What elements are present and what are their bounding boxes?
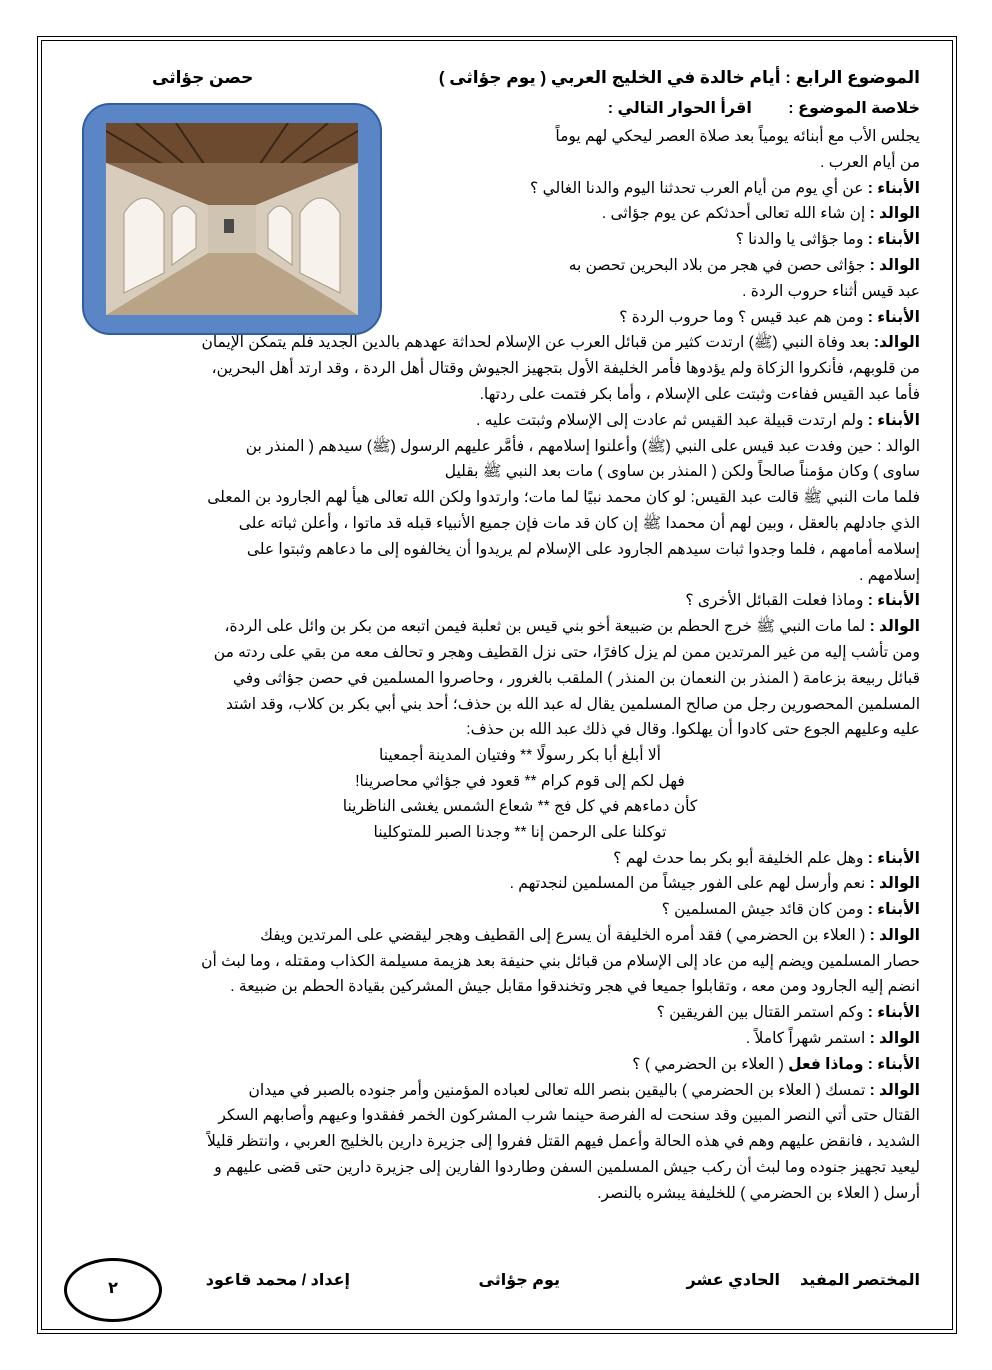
dialogue-line: [60, 1026, 920, 1052]
line-text: عن أي يوم من أيام العرب تحدثنا اليوم والدنا الغالي ؟: [530, 179, 864, 197]
line-text: نعم وأرسل لهم على الفور جيشاً من المسلمين لنجدتهم .: [509, 875, 866, 893]
dialogue-line: [60, 330, 920, 356]
summary-label: خلاصة الموضوع :: [788, 100, 920, 117]
dialogue-part-1: [60, 124, 920, 743]
line-text: القتال حتى أتي النصر المبين وقد سنحت له الفرصة حينما شرب المشركون الخمر ففقدوا وعيهم وأصابهم السكر: [218, 1107, 920, 1125]
dialogue-line: [60, 1155, 920, 1181]
dialogue-line: [60, 1129, 920, 1155]
poem-verse: كأن دماءهم في كل فج ** شعاع الشمس يغشى الناظرينا: [342, 798, 698, 816]
dialogue-line: [60, 1103, 920, 1129]
speaker-label: الأبناء :: [867, 179, 920, 197]
dialogue-line: [60, 1052, 920, 1078]
line-text: انضم إليه الجارود ومن معه ، وتقابلوا جميعا في هجر وتخندقوا مقابل جيش المشركين بقيادة الحطم بن ضبيعة .: [230, 978, 920, 996]
footer-grade: الحادي عشر: [686, 1272, 780, 1289]
line-text: ومن تأشب إليه من غير المرتدين ممن لم يزل كافرًا، حتى نزل القطيف وهجر و تحالف معه من بقي على ردته من: [213, 643, 920, 661]
speaker-label: الوالد :: [869, 1081, 920, 1099]
dialogue-line: [60, 897, 920, 923]
line-text: يجلس الأب مع أبنائه يومياً بعد صلاة العصر ليحكي لهم يوماً: [555, 128, 920, 145]
speaker-label: الوالد :: [869, 1030, 920, 1048]
line-text: من أيام العرب .: [820, 153, 920, 171]
line-text: بعد وفاة النبي (ﷺ) ارتدت كثير من قبائل العرب عن الإسلام لحداثة عهدهم بالدين الجديد فلم يتمكن الإيمان: [201, 334, 870, 352]
speaker-label: الأبناء : وماذا فعل: [788, 1055, 920, 1073]
line-text: فلما مات النبي ﷺ قالت عبد القيس: لو كان محمد نبيًا لما مات؛ وارتدوا ولكن الله تعالى هيأ لهم الجارود بن المعلى: [207, 489, 920, 507]
line-text: جؤاثى حصن في هجر من بلاد البحرين تحصن به: [568, 256, 866, 274]
dialogue-part-2: [60, 846, 920, 1207]
speaker-label: الوالد:: [873, 334, 920, 352]
dialogue-line: [60, 640, 920, 666]
poem-verse: فهل لكم إلى قوم كرام ** قعود في جؤاثي محاصرينا!: [355, 772, 685, 790]
speaker-label: الأبناء :: [867, 849, 920, 867]
line-text: إن شاء الله تعالى أحدثكم عن يوم جؤاثى .: [601, 205, 866, 223]
line-text: وما جؤاثى يا والدنا ؟: [735, 231, 864, 249]
dialogue-line: [60, 356, 920, 382]
line-text: ( العلاء بن الحضرمي ) ؟: [632, 1055, 784, 1073]
speaker-label: الوالد :: [869, 875, 920, 893]
line-text: فأما عبد القيس ففاءت وثبتت على الإسلام ، وأما بكر فتمت على ردتها.: [479, 385, 920, 403]
line-text: قبائل ربيعة بزعامة ( المنذر بن النعمان بن المنذر ) الملقب بالغرور ، وحاصروا المسلمين في حصن جؤاثى وفي: [232, 669, 920, 687]
speaker-label: الأبناء :: [867, 411, 920, 429]
line-text: ومن كان قائد جيش المسلمين ؟: [661, 901, 864, 919]
dialogue-line: [60, 408, 920, 434]
dialogue-line: [60, 1078, 920, 1104]
footer-topic: يوم جؤاثى: [478, 1272, 560, 1289]
line-text: ليعيد تجهيز جنوده وما لبث أن ركب جيش المسلمين السفن وطاردوا الفارين إلى جزيرة دارين حتى قضى عليهم و: [214, 1159, 920, 1177]
line-text: حصار المسلمين ويضم إليه من عاد إلى الإسلام من قبائل بني حنيفة بعد هزيمة مسيلمة الكذاب ومقتله ، وما لبث أن: [201, 952, 920, 970]
footer-author: إعداد / محمد قاعود: [205, 1272, 350, 1289]
dialogue-line: [60, 846, 920, 872]
dialogue-line: [60, 1000, 920, 1026]
instruction-text: اقرأ الحوار التالي :: [607, 100, 752, 117]
dialogue-line: [60, 614, 920, 640]
line-text: المسلمين المحصورين رجل من صالح المسلمين يقال له عبد الله بن حذف؛ أحد بني أبي بكر بن كلاب، وقد اشتد: [225, 695, 920, 713]
speaker-label: الأبناء :: [867, 231, 920, 249]
lesson-title: الموضوع الرابع : أيام خالدة في الخليج العربي ( يوم جؤاثى ): [438, 68, 920, 87]
dialogue-line: [60, 974, 920, 1000]
dialogue-line: [60, 382, 920, 408]
dialogue-line: [60, 923, 920, 949]
dialogue-line: [60, 666, 920, 692]
footer-book: المختصر المفيد: [800, 1272, 920, 1289]
dialogue-line: [420, 150, 920, 176]
line-text: ( العلاء بن الحضرمي ) فقد أمره الخليفة أن يسرع إلى القطيف وهجر ليقضي على المرتدين ويفك: [260, 926, 866, 944]
line-text: الوالد : حين وفدت عبد قيس على النبي (ﷺ) وأعلنوا إسلامهم ، فأمَّر عليهم الرسول (ﷺ) سيدهم ( المنذر بن: [245, 437, 920, 455]
speaker-label: الأبناء :: [867, 308, 920, 326]
dialogue-line: [420, 201, 920, 227]
dialogue-line: [420, 305, 920, 331]
speaker-label: الأبناء :: [867, 901, 920, 919]
line-text: عليه وعليهم الجوع حتى كادوا أن يهلكوا. وقال في ذلك عبد الله بن حذف:: [466, 721, 920, 739]
line-text: ولم ارتدت قبيلة عبد القيس ثم عادت إلى الإسلام وثبتت عليه .: [476, 411, 864, 429]
dialogue-line: [420, 176, 920, 202]
line-text: إسلامهم .: [859, 566, 920, 584]
dialogue-line: [60, 563, 920, 589]
poem-verse: ألا أبلغ أبا بكر رسولًا ** وفتيان المدينة أجمعينا: [379, 747, 661, 765]
line-text: وهل علم الخليفة أبو بكر بما حدث لهم ؟: [613, 849, 864, 867]
poem: [60, 743, 920, 845]
page-number: ٢: [64, 1258, 162, 1322]
image-caption: حصن جؤاثى: [152, 68, 254, 87]
line-text: وماذا فعلت القبائل الأخرى ؟: [685, 592, 864, 610]
dialogue-line: [60, 588, 920, 614]
line-text: الذي جادلهم بالعقل ، وبين لهم أن محمدا ﷺ إن كان قد مات فإن جميع الأنبياء قبله قد ماتوا ، وأعلن ثباته على: [238, 514, 920, 532]
dialogue-line: [60, 485, 920, 511]
dialogue-line: [60, 871, 920, 897]
line-text: الشديد ، فانقض عليهم وهم في هذه الحالة وأعمل فيهم القتل ففروا إلى جزيرة دارين بالخليج العربي ، وانتظر قليلاً: [206, 1133, 920, 1151]
poem-verse: توكلنا على الرحمن إنا ** وجدنا الصبر للمتوكلينا: [373, 823, 667, 841]
line-text: استمر شهراً كاملاً .: [745, 1030, 866, 1048]
line-text: تمسك ( العلاء بن الحضرمي ) باليقين بنصر الله تعالى لعباده المؤمنين وأمر جنوده بالصبر في ميدان: [248, 1081, 866, 1099]
worksheet-page: [60, 58, 920, 1308]
summary-line: [576, 98, 920, 118]
dialogue-line: [60, 692, 920, 718]
line-text: ومن هم عبد قيس ؟ وما حروب الردة ؟: [619, 308, 864, 326]
line-text: لما مات النبي ﷺ خرج الحطم بن ضبيعة أخو بني قيس بن ثعلبة فيمن اتبعه من بكر بن وائل على الردة،: [224, 618, 866, 636]
speaker-label: الوالد :: [869, 205, 920, 223]
line-text: ساوى ) وكان مؤمناً صالحاً ولكن ( المنذر بن ساوى ) مات بعد النبي ﷺ بقليل: [444, 463, 920, 481]
dialogue-line: [420, 124, 920, 150]
dialogue-line: [420, 227, 920, 253]
line-text: أرسل ( العلاء بن الحضرمي ) للخليفة يبشره بالنصر.: [597, 1184, 920, 1202]
dialogue-line: [60, 1181, 920, 1207]
line-text: من قلوبهم، فأنكروا الزكاة ولم يؤدوها فأمر الخليفة الأول بتجهيز الجيوش وقتال أهل الردة ، وقد ارتد أهل البحرين،: [211, 360, 920, 378]
line-text: وكم استمر القتال بين الفريقين ؟: [656, 1004, 864, 1022]
line-text: إسلامه أمامهم ، فلما وجدوا ثبات سيدهم الجارود على الإسلام لم يريدوا أن يخالفوه إلى ما دعاهم وثبتوا على: [246, 540, 920, 558]
speaker-label: الوالد :: [869, 618, 920, 636]
line-text: عبد قيس أثناء حروب الردة .: [742, 282, 920, 300]
dialogue-line: [420, 253, 920, 279]
dialogue-line: [60, 717, 920, 743]
speaker-label: الوالد :: [869, 256, 920, 274]
dialogue-line: [420, 279, 920, 305]
dialogue-body: [60, 124, 920, 1207]
dialogue-line: [60, 511, 920, 537]
speaker-label: الأبناء :: [867, 1004, 920, 1022]
speaker-label: الأبناء :: [867, 592, 920, 610]
dialogue-line: [60, 949, 920, 975]
dialogue-line: [60, 537, 920, 563]
dialogue-line: [60, 434, 920, 460]
dialogue-line: [60, 459, 920, 485]
speaker-label: الوالد :: [869, 926, 920, 944]
